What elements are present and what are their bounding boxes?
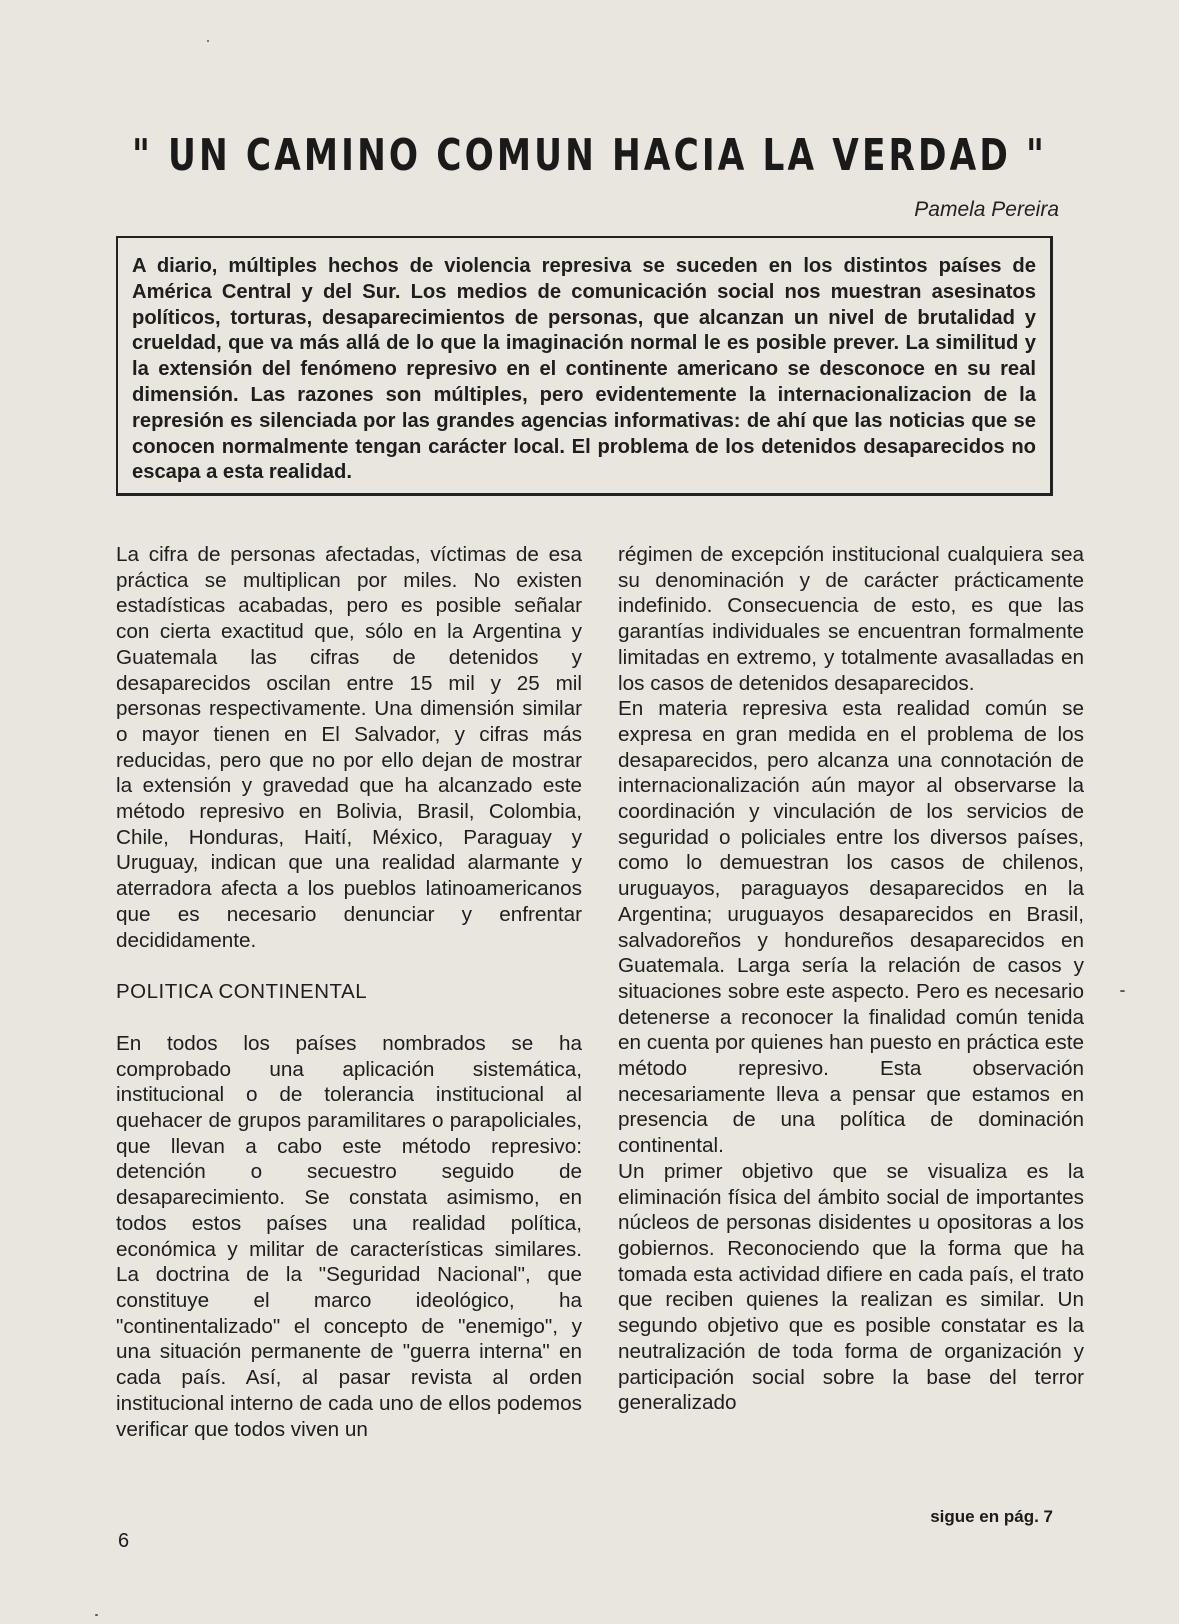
body-paragraph: La cifra de personas afectadas, víctimas de esa práctica se multiplican por miles. No existen estadísticas acabadas, pero es posible señalar con cierta exactitud que, sólo en la Argentina y Guatemala las cifras de detenidos y desaparecidos oscilan entre 15 mil y 25 mil personas respectivamente. Una dimensión similar o mayor tienen en El Salvador, y cifras más reducidas, pero que no por ello dejan de mostrar la extensión y gravedad que ha alcanzado este método represivo en Bolivia, Brasil, Colombia, Chile, Honduras, Haití, México, Paraguay y Uruguay, indican que una realidad alarmante y aterradora afecta a los pueblos latinoamericanos que es necesario denunciar y enfrentar decididamente. xyxy=(116,543,582,952)
page-number: 6 xyxy=(118,1530,130,1552)
body-paragraph: régimen de excepción institucional cualquiera sea su denominación y de carácter prácticamente indefinido. Consecuencia de esto, es que las garantías individuales se encuentran formalmente limitadas en extremo, y totalmente avasalladas en los casos de detenidos desaparecidos. xyxy=(618,543,1084,695)
lead-paragraph: A diario, múltiples hechos de violencia represiva se suceden en los distintos países de América Central y del Sur. Los medios de comunicación social nos muestran asesinatos políticos, torturas, desaparecimientos de personas, que alcanzan un nivel de brutalidad y crueldad, que va más allá de lo que la imaginación normal le es posible prever. La similitud y la extensión del fenómeno represivo en el continente americano se desconoce en su real dimensión. Las razones son múltiples, pero evidentemente la internacionalizacion de la represión es silenciada por las grandes agencias informativas: de ahí que las noticias que se conocen normalmente tengan carácter local. El problema de los detenidos desaparecidos no escapa a esta realidad. xyxy=(132,255,1036,484)
lead-paragraph-box xyxy=(116,236,1053,496)
body-paragraph: Un primer objetivo que se visualiza es la eliminación física del ámbito social de importantes núcleos de personas disidentes u opositoras a los gobiernos. Reconociendo que la forma que ha tomada esta actividad difiere en cada país, el trato que reciben quienes la realizan es similar. Un segundo objetivo que es posible constatar es la neutralización de toda forma de organización y participación social sobre la base del terror generalizado xyxy=(618,1159,1084,1415)
body-paragraph: En materia represiva esta realidad común se expresa en gran medida en el problema de los desaparecidos, pero alcanza una connotación de internacionalización aún mayor al observarse la coordinación y vinculación de los servicios de seguridad o policiales entre los diversos países, como lo demuestran los casos de chilenos, uruguayos, paraguayos desaparecidos en la Argentina; uruguayos desaparecidos en Brasil, salvadoreños y hondureños desaparecidos en Guatemala. Larga sería la relación de casos y situaciones sobre este aspecto. Pero es necesario detenerse a reconocer la finalidad común tenida en cuenta por quienes han puesto en práctica este método represivo. Esta observación necesariamente lleva a pensar que estamos en presencia de una política de dominación continental. xyxy=(618,697,1084,1158)
body-paragraph: En todos los países nombrados se ha comprobado una aplicación sistemática, institucional o de tolerancia institucional al quehacer de grupos paramilitares o parapoliciales, que llevan a cabo este método represivo: detención o secuestro seguido de desaparecimiento. Se constata asimismo, en todos estos países una realidad política, económica y militar de características similares. La doctrina de la "Seguridad Nacional", que constituye el marco ideológico, ha "continentalizado" el concepto de "enemigo", y una situación permanente de "guerra interna" en cada país. Así, al pasar revista al orden institucional interno de cada uno de ellos podemos verificar que todos viven un xyxy=(116,1031,582,1441)
print-speck xyxy=(1120,990,1125,992)
left-column xyxy=(116,542,582,1442)
print-speck xyxy=(207,40,209,42)
article-title: " UN CAMINO COMUN HACIA LA VERDAD " xyxy=(131,130,1048,181)
continued-on-page-note: sigue en pág. 7 xyxy=(930,1507,1053,1526)
article-author: Pamela Pereira xyxy=(914,198,1059,221)
section-heading: POLITICA CONTINENTAL xyxy=(116,980,368,1004)
right-column xyxy=(618,542,1084,1416)
print-speck xyxy=(95,1614,98,1616)
